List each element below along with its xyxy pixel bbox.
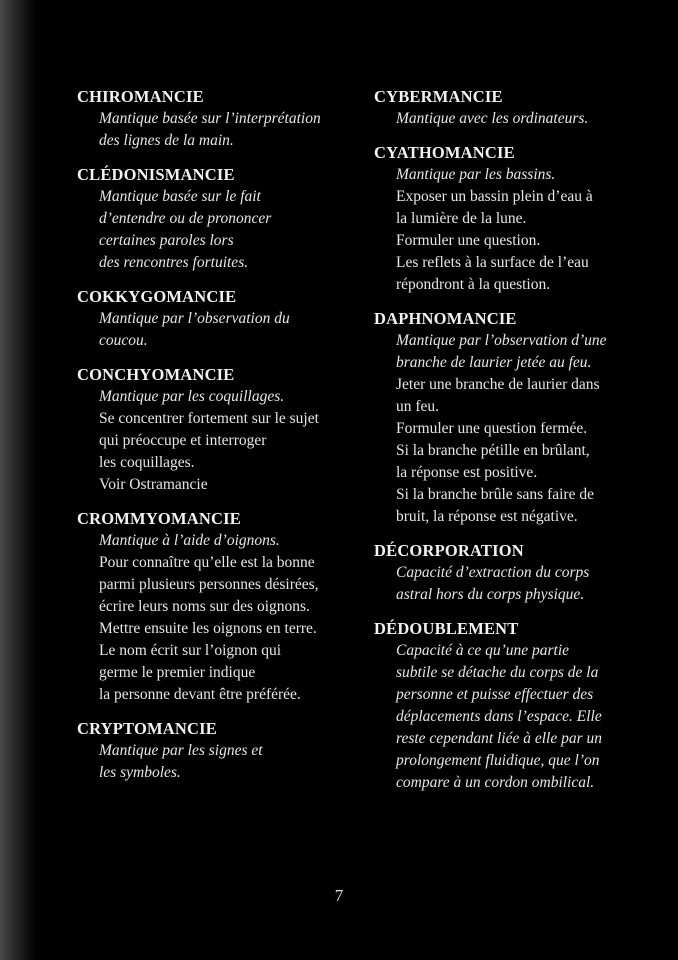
entry-instruction-line: Se concentrer fortement sur le sujet	[99, 410, 319, 427]
glossary-entry	[374, 308, 664, 528]
entry-instruction-line: Pour connaître qu’elle est la bonne	[99, 554, 315, 571]
entry-instruction-line: Le nom écrit sur l’oignon qui	[99, 642, 282, 659]
right-column	[374, 86, 664, 806]
entry-definition-line: des rencontres fortuites.	[99, 254, 249, 271]
glossary-entry	[77, 718, 367, 784]
entry-term: CHIROMANCIE	[77, 87, 204, 106]
entry-definition-line: reste cependant liée à elle par un	[396, 730, 603, 747]
entry-definition-line: des lignes de la main.	[99, 132, 234, 149]
entry-definition-line: Mantique par les coquillages.	[99, 388, 285, 405]
entry-instruction-line: Formuler une question fermée.	[396, 420, 588, 437]
glossary-entry	[374, 86, 664, 130]
entry-instruction-line: parmi plusieurs personnes désirées,	[99, 576, 319, 593]
entry-term: DÉDOUBLEMENT	[374, 619, 519, 638]
entry-instruction-line: Formuler une question.	[396, 232, 541, 249]
entry-definition-line: Mantique basée sur l’interprétation	[99, 110, 321, 127]
left-column	[77, 86, 367, 796]
entry-definition-line: prolongement fluidique, que l’on	[396, 752, 600, 769]
entry-definition-line: Mantique par l’observation du	[99, 310, 290, 327]
page-number: 7	[334, 886, 344, 905]
entry-instruction-line: Exposer un bassin plein d’eau à	[396, 188, 593, 205]
entry-instruction-line: la personne devant être préférée.	[99, 686, 301, 703]
entry-term: COKKYGOMANCIE	[77, 287, 237, 306]
entry-term: CRYPTOMANCIE	[77, 719, 217, 738]
entry-definition-line: personne et puisse effectuer des	[396, 686, 594, 703]
entry-instruction-line: répondront à la question.	[396, 276, 551, 293]
entry-instruction-line: Jeter une branche de laurier dans	[396, 376, 600, 393]
entry-term: CYATHOMANCIE	[374, 143, 515, 162]
entry-definition-line: certaines paroles lors	[99, 232, 234, 249]
entry-definition-line: compare à un cordon ombilical.	[396, 774, 595, 791]
entry-instruction-line: Voir Ostramancie	[99, 476, 208, 493]
book-spine-shadow	[0, 0, 38, 960]
entry-definition-line: Mantique avec les ordinateurs.	[396, 110, 589, 127]
entry-instruction-line: Si la branche brûle sans faire de	[396, 486, 594, 503]
entry-instruction-line: Les reflets à la surface de l’eau	[396, 254, 589, 271]
entry-definition-line: les symboles.	[99, 764, 181, 781]
entry-term: CONCHYOMANCIE	[77, 365, 235, 384]
entry-term: CYBERMANCIE	[374, 87, 503, 106]
entry-definition-line: astral hors du corps physique.	[396, 586, 585, 603]
entry-instruction-line: les coquillages.	[99, 454, 195, 471]
glossary-entry	[77, 86, 367, 152]
entry-instruction-line: bruit, la réponse est négative.	[396, 508, 578, 525]
entry-instruction-line: qui préoccupe et interroger	[99, 432, 267, 449]
entry-instruction-line: écrire leurs noms sur des oignons.	[99, 598, 310, 615]
entry-definition-line: Mantique par l’observation d’une	[396, 332, 607, 349]
entry-instruction-line: Mettre ensuite les oignons en terre.	[99, 620, 317, 637]
entry-definition-line: coucou.	[99, 332, 148, 349]
entry-definition-line: déplacements dans l’espace. Elle	[396, 708, 602, 725]
entry-instruction-line: la réponse est positive.	[396, 464, 538, 481]
entry-instruction-line: Si la branche pétille en brûlant,	[396, 442, 590, 459]
entry-definition-line: Mantique par les signes et	[99, 742, 263, 759]
entry-instruction-line: germe le premier indique	[99, 664, 256, 681]
entry-instruction-line: un feu.	[396, 398, 440, 415]
entry-definition-line: Capacité à ce qu’une partie	[396, 642, 570, 659]
glossary-entry	[77, 164, 367, 274]
entry-definition-line: Capacité d’extraction du corps	[396, 564, 590, 581]
entry-definition-line: branche de laurier jetée au feu.	[396, 354, 592, 371]
entry-definition-line: Mantique par les bassins.	[396, 166, 556, 183]
entry-term: DAPHNOMANCIE	[374, 309, 517, 328]
entry-instruction-line: la lumière de la lune.	[396, 210, 527, 227]
glossary-entry	[77, 364, 367, 496]
entry-definition-line: subtile se détache du corps de la	[396, 664, 599, 681]
glossary-entry	[374, 142, 664, 296]
entry-term: DÉCORPORATION	[374, 541, 524, 560]
glossary-entry	[374, 618, 664, 794]
glossary-entry	[77, 508, 367, 706]
entry-definition-line: Mantique à l’aide d’oignons.	[99, 532, 280, 549]
entry-definition-line: d’entendre ou de prononcer	[99, 210, 272, 227]
entry-definition-line: Mantique basée sur le fait	[99, 188, 261, 205]
entry-term: CROMMYOMANCIE	[77, 509, 241, 528]
entry-term: CLÉDONISMANCIE	[77, 165, 235, 184]
glossary-entry	[374, 540, 664, 606]
glossary-entry	[77, 286, 367, 352]
